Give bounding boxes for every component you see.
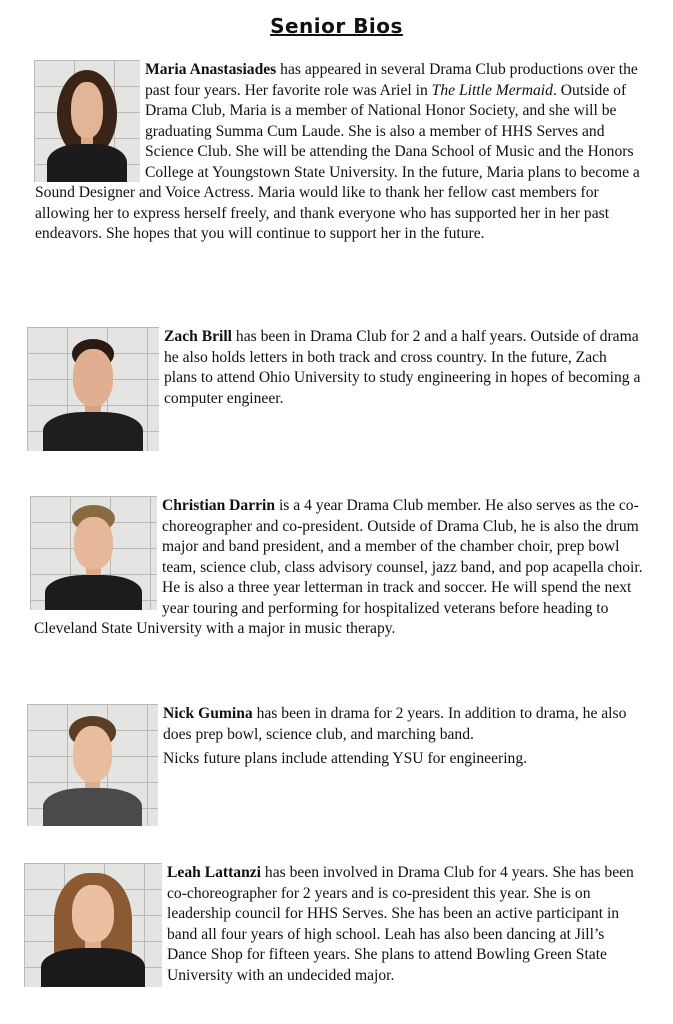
bio-zach-brill [0,327,673,451]
bio-text: Christian Darrin is a 4 year Drama Club member. He also serves as the co-choreographer and co-president. Outside of Drama Club, he is also the drum major and band president, and a member of the chamber choir, prep bowl team, science club, class advisory counsel, jazz band, and pop acapella choir. He is also a three year letterman in track and soccer. He will spend the next year touring and performing for hospitalized veterans before heading to Cleveland State University with a major in music therapy. [34,497,643,637]
bio-text: Leah Lattanzi has been involved in Drama Club for 4 years. She has been co-choreographer for 2 years and is co-president this year. She is on leadership council for HHS Serves. She has been an active participant in band all four years of high school. Leah has also been dancing at Jill’s Dance Shop for fifteen years. She plans to attend Bowling Green State University with an undecided major. [167,864,634,984]
bio-christian-darrin [0,496,673,640]
bio-name: Nick Gumina [163,705,253,722]
bio-text: Nick Gumina has been in drama for 2 years. In addition to drama, he also does prep bowl, science club, and marching band. [163,705,627,743]
bio-name: Zach Brill [164,328,233,345]
portrait-photo-christian [30,496,157,610]
bio-text: Maria Anastasiades has appeared in several Drama Club productions over the past four years. Her favorite role was Ariel in The Little Mermaid. Outside of Drama Club, Maria is a member of National Honor Society, and she will be graduating Summa Cum Laude. She is also a member of HHS Serves and Science Club. She will be attending the Dana School of Music and the Honors College at Youngstown State University. In the future, Maria plans to become a Sound Designer and Voice Actress. Maria would like to thank her fellow cast members for allowing her to express herself freely, and thank everyone who has supported her in her past endeavors. She hopes that you will continue to support her in the future. [35,61,640,242]
bio-maria-anastasiades [0,60,673,245]
portrait-photo-maria [34,60,140,182]
bio-text-future-plans: Nicks future plans include attending YSU for engineering. [163,750,528,767]
bio-name: Leah Lattanzi [167,864,261,881]
page-title: Senior Bios [270,14,403,38]
show-title: The Little Mermaid [431,81,553,99]
portrait-photo-leah [24,863,162,987]
portrait-photo-nick [27,704,158,826]
bio-name: Christian Darrin [162,497,276,514]
bio-leah-lattanzi [0,863,673,987]
bio-text: Zach Brill has been in Drama Club for 2 and a half years. Outside of drama he also holds letters in both track and cross country. In the future, Zach plans to attend Ohio University to study engineering in hopes of becoming a computer engineer. [164,328,641,407]
bio-nick-gumina [0,704,673,826]
bio-name: Maria Anastasiades [145,61,277,78]
portrait-photo-zach [27,327,159,451]
